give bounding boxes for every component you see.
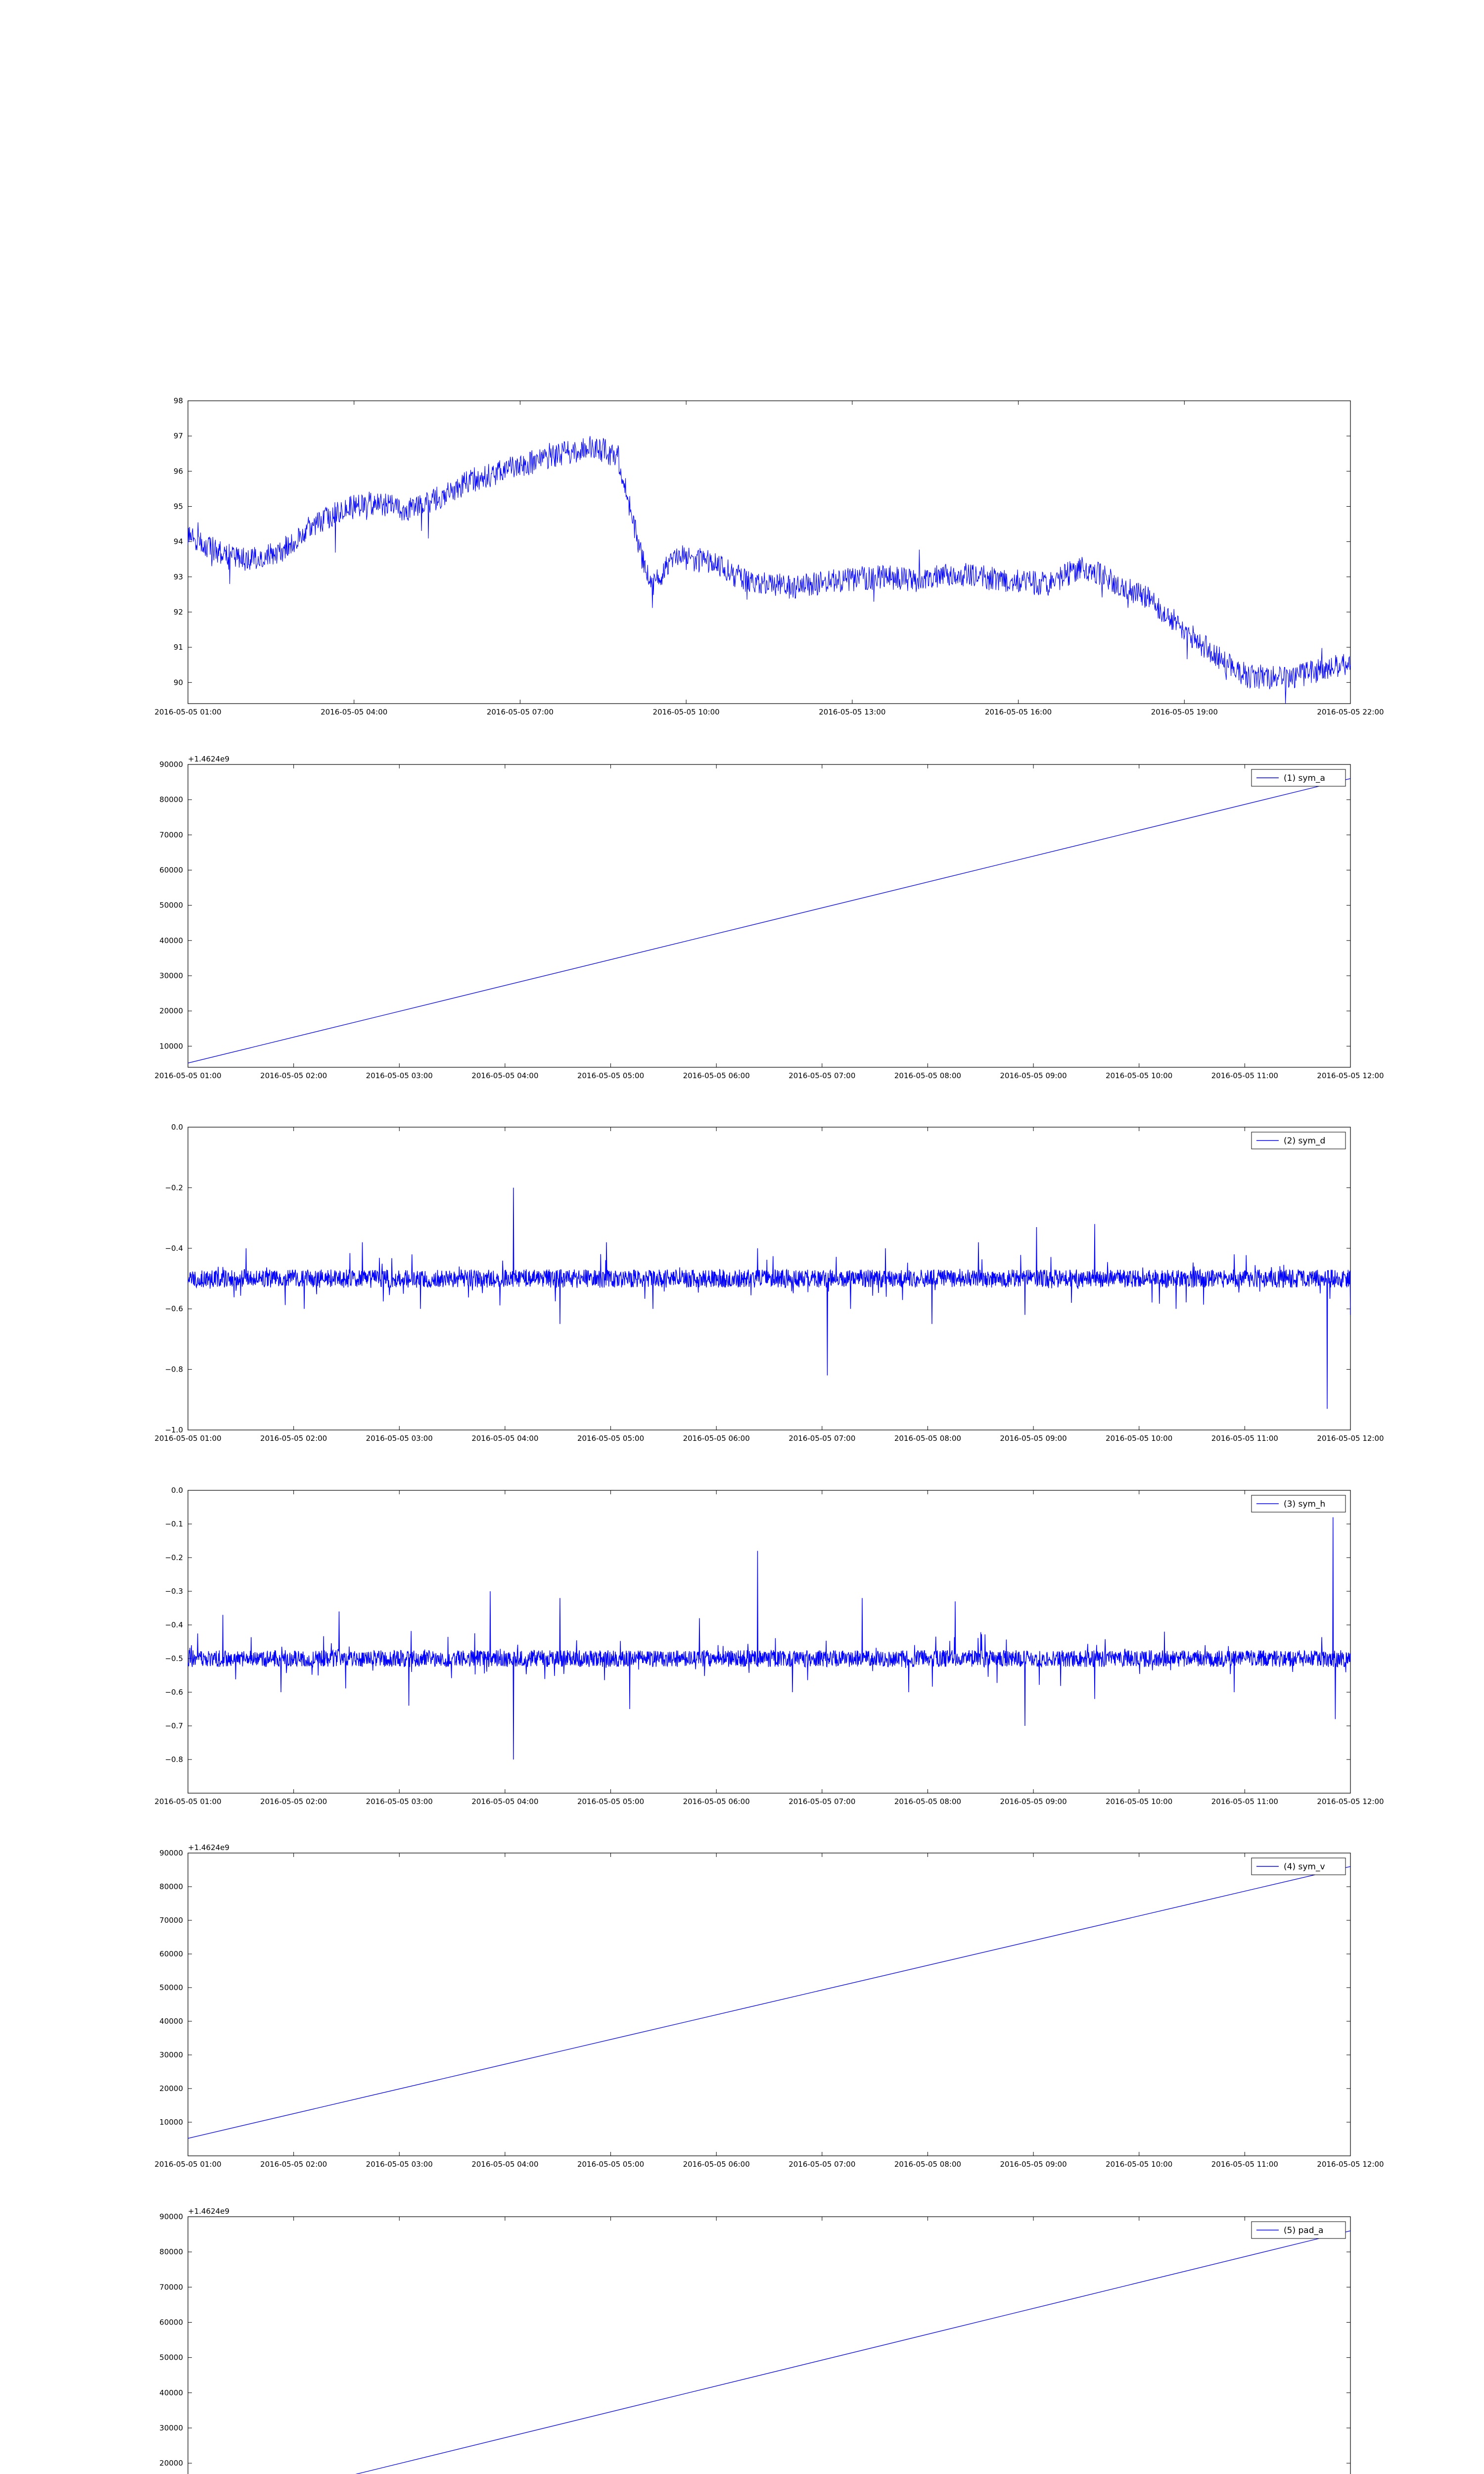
axes-frame: [188, 1490, 1350, 1793]
x-tick-label: 2016-05-05 09:00: [1000, 1434, 1067, 1443]
subplot-p3: [154, 1486, 1384, 1806]
y-tick-label: −0.6: [165, 1304, 183, 1314]
y-tick-label: 94: [173, 537, 183, 546]
y-tick-label: 90000: [159, 2212, 183, 2221]
x-tick-label: 2016-05-05 12:00: [1317, 2160, 1384, 2169]
x-tick-label: 2016-05-05 10:00: [1106, 1434, 1173, 1443]
x-tick-label: 2016-05-05 12:00: [1317, 1071, 1384, 1080]
subplot-p0: [154, 396, 1384, 716]
subplot-p2: [154, 1123, 1384, 1443]
y-tick-label: 20000: [159, 1006, 183, 1016]
x-tick-label: 2016-05-05 04:00: [471, 1797, 539, 1806]
y-tick-label: 30000: [159, 2423, 183, 2432]
legend: [1252, 2222, 1345, 2238]
y-tick-label: −1.0: [165, 1426, 183, 1434]
x-tick-label: 2016-05-05 03:00: [366, 1434, 433, 1443]
legend: [1252, 769, 1345, 786]
y-tick-label: −0.7: [165, 1721, 183, 1730]
y-tick-label: 70000: [159, 2283, 183, 2292]
x-tick-label: 2016-05-05 07:00: [788, 1434, 856, 1443]
series-line: [188, 1188, 1350, 1409]
x-tick-label: 2016-05-05 10:00: [652, 708, 720, 716]
y-tick-label: 40000: [159, 2017, 183, 2026]
x-tick-label: 2016-05-05 01:00: [154, 1071, 222, 1080]
x-tick-label: 2016-05-05 02:00: [260, 1071, 327, 1080]
y-tick-label: 80000: [159, 1882, 183, 1891]
series-line: [188, 1517, 1350, 1760]
x-tick-label: 2016-05-05 05:00: [577, 1434, 645, 1443]
y-tick-label: −0.5: [165, 1654, 183, 1663]
y-tick-label: 50000: [159, 901, 183, 910]
x-tick-label: 2016-05-05 12:00: [1317, 1797, 1384, 1806]
y-tick-label: 90000: [159, 1849, 183, 1857]
y-tick-label: 60000: [159, 1950, 183, 1958]
x-tick-label: 2016-05-05 02:00: [260, 1434, 327, 1443]
y-tick-label: 50000: [159, 1983, 183, 1992]
x-tick-label: 2016-05-05 08:00: [894, 1434, 962, 1443]
y-tick-label: 20000: [159, 2459, 183, 2468]
y-tick-label: 98: [173, 396, 183, 405]
y-tick-label: 96: [173, 467, 183, 476]
x-tick-label: 2016-05-05 22:00: [1317, 708, 1384, 716]
legend: [1252, 1858, 1345, 1875]
y-tick-label: 97: [173, 431, 183, 441]
y-tick-label: 80000: [159, 795, 183, 805]
x-tick-label: 2016-05-05 16:00: [984, 708, 1052, 716]
legend-label: (1) sym_a: [1284, 773, 1325, 783]
x-tick-label: 2016-05-05 05:00: [577, 2160, 645, 2169]
x-tick-label: 2016-05-05 11:00: [1211, 1071, 1278, 1080]
y-tick-label: −0.2: [165, 1183, 183, 1192]
x-tick-label: 2016-05-05 11:00: [1211, 1797, 1278, 1806]
x-tick-label: 2016-05-05 02:00: [260, 1797, 327, 1806]
x-tick-label: 2016-05-05 06:00: [683, 1434, 750, 1443]
y-tick-label: 30000: [159, 2050, 183, 2059]
x-tick-label: 2016-05-05 13:00: [819, 708, 886, 716]
x-tick-label: 2016-05-05 01:00: [154, 1434, 222, 1443]
x-tick-label: 2016-05-05 11:00: [1211, 1434, 1278, 1443]
x-tick-label: 2016-05-05 07:00: [788, 1797, 856, 1806]
x-tick-label: 2016-05-05 04:00: [471, 2160, 539, 2169]
x-tick-label: 2016-05-05 01:00: [154, 708, 222, 716]
y-tick-label: −0.4: [165, 1620, 183, 1629]
legend: [1252, 1132, 1345, 1149]
y-tick-label: 93: [173, 572, 183, 581]
legend-label: (3) sym_h: [1284, 1499, 1326, 1509]
x-tick-label: 2016-05-05 19:00: [1151, 708, 1218, 716]
subplot-p4: [154, 1843, 1384, 2169]
x-tick-label: 2016-05-05 09:00: [1000, 1071, 1067, 1080]
x-tick-label: 2016-05-05 07:00: [788, 1071, 856, 1080]
axis-offset-text: +1.4624e9: [188, 1843, 230, 1852]
y-tick-label: 60000: [159, 2318, 183, 2327]
axes-frame: [188, 401, 1350, 704]
y-tick-label: 40000: [159, 936, 183, 945]
y-tick-label: 40000: [159, 2388, 183, 2397]
y-tick-label: −0.6: [165, 1688, 183, 1697]
x-tick-label: 2016-05-05 03:00: [366, 2160, 433, 2169]
y-tick-label: −0.8: [165, 1755, 183, 1764]
series-line: [188, 436, 1350, 704]
axes-frame: [188, 764, 1350, 1067]
y-tick-label: 90: [173, 678, 183, 687]
axes-frame: [188, 2217, 1350, 2474]
x-tick-label: 2016-05-05 08:00: [894, 2160, 962, 2169]
subplot-p5: [154, 2207, 1384, 2474]
x-tick-label: 2016-05-05 04:00: [471, 1071, 539, 1080]
legend: [1252, 1495, 1345, 1512]
y-tick-label: 0.0: [171, 1486, 183, 1495]
x-tick-label: 2016-05-05 05:00: [577, 1797, 645, 1806]
y-tick-label: −0.8: [165, 1365, 183, 1374]
series-line: [188, 778, 1350, 1063]
subplot-p1: [154, 755, 1384, 1080]
x-tick-label: 2016-05-05 08:00: [894, 1797, 962, 1806]
x-tick-label: 2016-05-05 11:00: [1211, 2160, 1278, 2169]
y-tick-label: 80000: [159, 2247, 183, 2257]
x-tick-label: 2016-05-05 07:00: [788, 2160, 856, 2169]
y-tick-label: 91: [173, 643, 183, 652]
y-tick-label: −0.2: [165, 1553, 183, 1562]
x-tick-label: 2016-05-05 06:00: [683, 2160, 750, 2169]
y-tick-label: −0.3: [165, 1587, 183, 1596]
legend-label: (2) sym_d: [1284, 1136, 1326, 1146]
y-tick-label: 92: [173, 607, 183, 617]
axes-frame: [188, 1853, 1350, 2156]
x-tick-label: 2016-05-05 09:00: [1000, 2160, 1067, 2169]
x-tick-label: 2016-05-05 10:00: [1106, 1797, 1173, 1806]
y-tick-label: −0.1: [165, 1520, 183, 1528]
y-tick-label: 0.0: [171, 1123, 183, 1132]
y-tick-label: 60000: [159, 865, 183, 875]
x-tick-label: 2016-05-05 03:00: [366, 1071, 433, 1080]
x-tick-label: 2016-05-05 08:00: [894, 1071, 962, 1080]
x-tick-label: 2016-05-05 04:00: [471, 1434, 539, 1443]
axis-offset-text: +1.4624e9: [188, 2207, 230, 2216]
x-tick-label: 2016-05-05 07:00: [486, 708, 554, 716]
y-tick-label: −0.4: [165, 1243, 183, 1253]
y-tick-label: 10000: [159, 2118, 183, 2127]
legend-label: (5) pad_a: [1284, 2226, 1324, 2236]
y-tick-label: 70000: [159, 830, 183, 840]
x-tick-label: 2016-05-05 03:00: [366, 1797, 433, 1806]
x-tick-label: 2016-05-05 02:00: [260, 2160, 327, 2169]
legend-label: (4) sym_v: [1284, 1862, 1325, 1872]
x-tick-label: 2016-05-05 01:00: [154, 2160, 222, 2169]
x-tick-label: 2016-05-05 10:00: [1106, 1071, 1173, 1080]
y-tick-label: 70000: [159, 1916, 183, 1925]
x-tick-label: 2016-05-05 09:00: [1000, 1797, 1067, 1806]
y-tick-label: 20000: [159, 2084, 183, 2093]
x-tick-label: 2016-05-05 05:00: [577, 1071, 645, 1080]
x-tick-label: 2016-05-05 06:00: [683, 1797, 750, 1806]
axis-offset-text: +1.4624e9: [188, 755, 230, 763]
series-line: [188, 2231, 1350, 2474]
y-tick-label: 95: [173, 502, 183, 511]
series-line: [188, 1866, 1350, 2138]
y-tick-label: 30000: [159, 971, 183, 980]
x-tick-label: 2016-05-05 01:00: [154, 1797, 222, 1806]
x-tick-label: 2016-05-05 12:00: [1317, 1434, 1384, 1443]
y-tick-label: 10000: [159, 1042, 183, 1051]
x-tick-label: 2016-05-05 10:00: [1106, 2160, 1173, 2169]
x-tick-label: 2016-05-05 04:00: [321, 708, 388, 716]
y-tick-label: 50000: [159, 2353, 183, 2362]
x-tick-label: 2016-05-05 06:00: [683, 1071, 750, 1080]
y-tick-label: 90000: [159, 760, 183, 769]
